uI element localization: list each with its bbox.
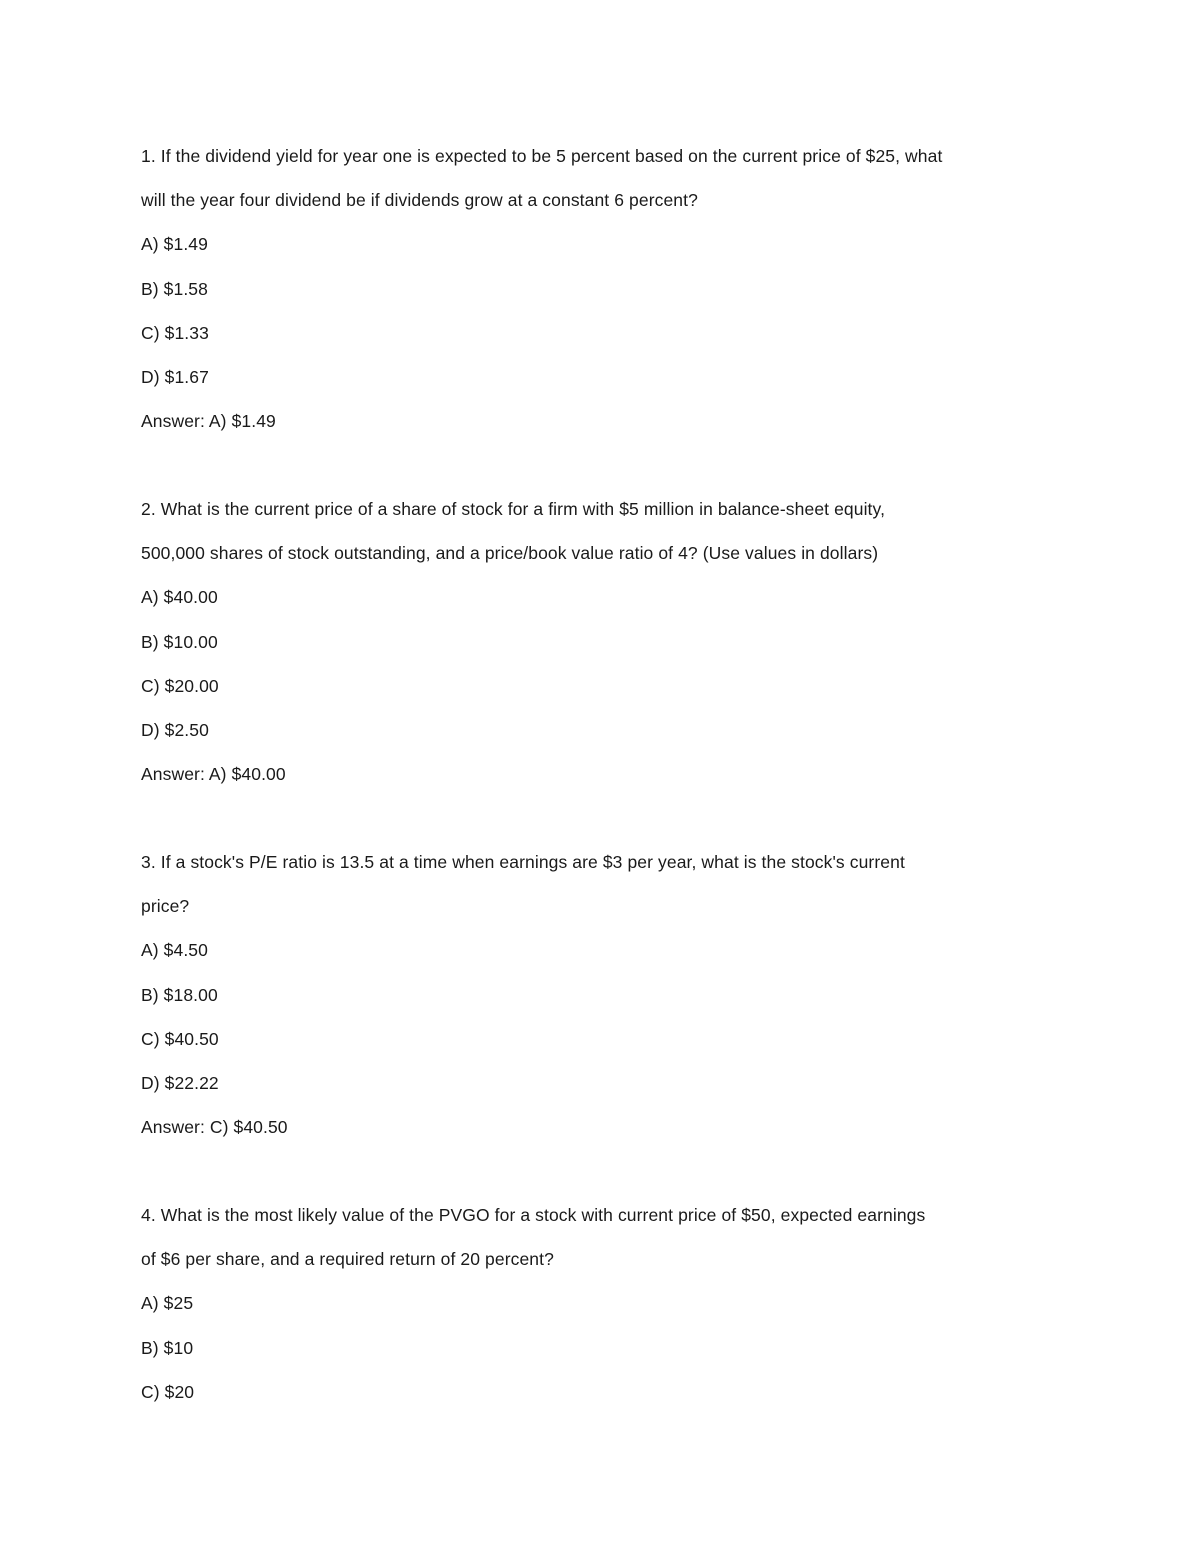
question-4-option-c: C) $20 (141, 1382, 195, 1402)
question-2-option-a: A) $40.00 (141, 587, 218, 607)
question-3-stem-line-2: price? (141, 896, 190, 916)
question-2-option-b: B) $10.00 (141, 632, 218, 652)
question-3-option-d: D) $22.22 (141, 1073, 219, 1093)
question-3-option-c: C) $40.50 (141, 1029, 219, 1049)
question-1-stem-line-1: 1. If the dividend yield for year one is expected to be 5 percent based on the current price of $25, what (141, 146, 943, 166)
question-1-option-c: C) $1.33 (141, 323, 209, 343)
question-1-answer: Answer: A) $1.49 (141, 411, 276, 431)
question-3-option-a: A) $4.50 (141, 940, 208, 960)
question-3-option-b: B) $18.00 (141, 985, 218, 1005)
question-2-option-d: D) $2.50 (141, 720, 209, 740)
question-4-option-a: A) $25 (141, 1293, 194, 1313)
question-4-stem-line-2: of $6 per share, and a required return of 20 percent? (141, 1249, 554, 1269)
question-1-option-d: D) $1.67 (141, 367, 209, 387)
question-3-answer: Answer: C) $40.50 (141, 1117, 288, 1137)
question-1-option-b: B) $1.58 (141, 279, 208, 299)
question-4-stem-line-1: 4. What is the most likely value of the PVGO for a stock with current price of $50, expected earnings (141, 1205, 926, 1225)
question-1-stem-line-2: will the year four dividend be if dividends grow at a constant 6 percent? (141, 190, 698, 210)
question-2-answer: Answer: A) $40.00 (141, 764, 286, 784)
question-1-option-a: A) $1.49 (141, 234, 208, 254)
question-3-stem-line-1: 3. If a stock's P/E ratio is 13.5 at a time when earnings are $3 per year, what is the stock's current (141, 852, 905, 872)
question-2-stem-line-2: 500,000 shares of stock outstanding, and a price/book value ratio of 4? (Use values in dollars) (141, 543, 879, 563)
question-2-stem-line-1: 2. What is the current price of a share of stock for a firm with $5 million in balance-sheet equity, (141, 499, 886, 519)
question-4-option-b: B) $10 (141, 1338, 194, 1358)
question-2-option-c: C) $20.00 (141, 676, 219, 696)
